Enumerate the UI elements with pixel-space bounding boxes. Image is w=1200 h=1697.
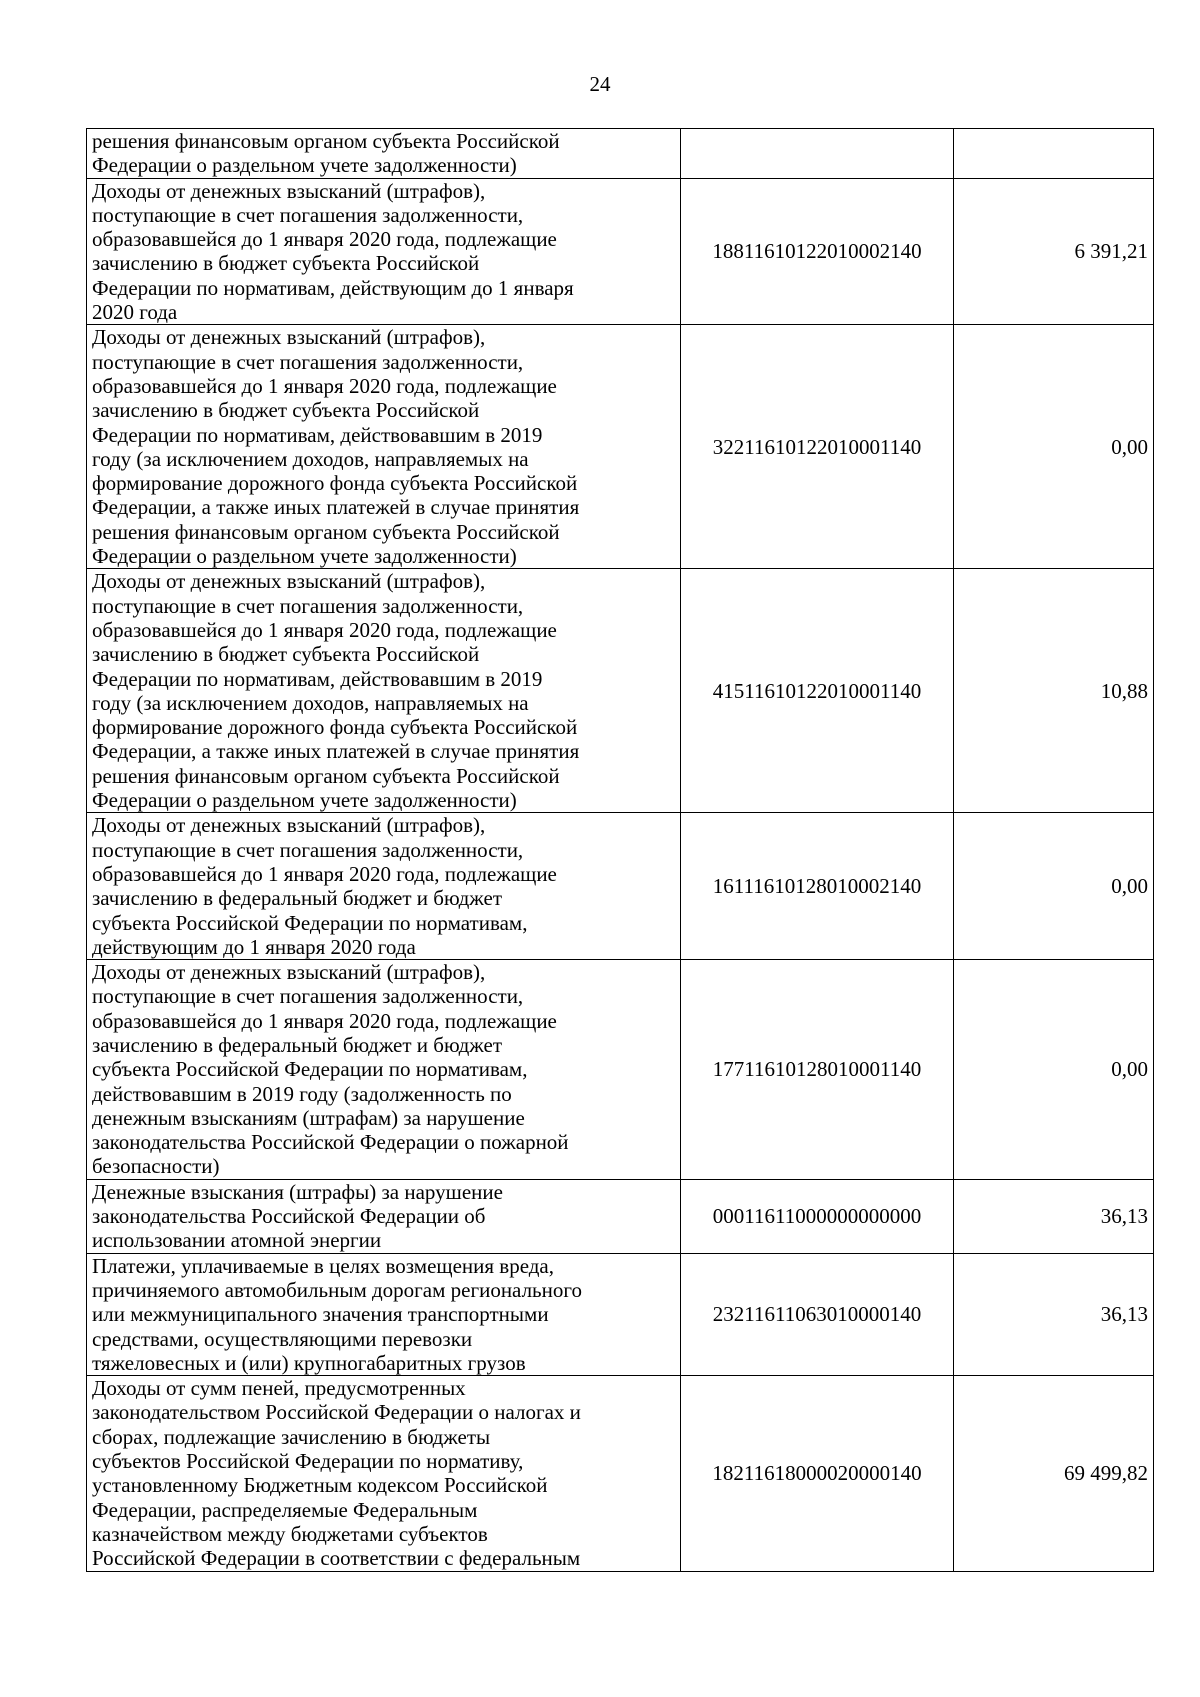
description-line: казначейством между бюджетами субъектов	[92, 1521, 488, 1546]
description-line: Федерации по нормативам, действующим до 1 января	[92, 275, 574, 300]
description-line: установленному Бюджетным кодексом Российской	[92, 1473, 548, 1498]
revenue-description	[87, 960, 681, 1180]
description-line: решения финансовым органом субъекта Российской	[92, 519, 560, 544]
amount: 10,88	[954, 569, 1154, 813]
table-row	[87, 569, 1154, 813]
description-line: Денежные взыскания (штрафы) за нарушение	[92, 1179, 503, 1204]
description-line: зачислению в федеральный бюджет и бюджет	[92, 1032, 503, 1057]
description-line: сборах, подлежащие зачислению в бюджеты	[92, 1424, 491, 1449]
page-number: 24	[589, 72, 611, 96]
revenue-description	[87, 325, 681, 569]
revenue-description	[87, 129, 681, 179]
description-line: Федерации по нормативам, действовавшим в 2019	[92, 666, 543, 691]
description-line: формирование дорожного фонда субъекта Российской	[92, 471, 578, 496]
revenue-description	[87, 1253, 681, 1375]
amount: 0,00	[954, 813, 1154, 960]
budget-classification-code: 16111610128010002140	[681, 813, 954, 960]
description-line: или межмуниципального значения транспортными	[92, 1302, 549, 1327]
description-line: поступающие в счет погашения задолженности,	[92, 984, 524, 1009]
budget-classification-code	[681, 129, 954, 179]
amount: 0,00	[954, 325, 1154, 569]
budget-classification-code: 17711610128010001140	[681, 960, 954, 1180]
description-line: законодательства Российской Федерации о пожарной	[92, 1130, 569, 1155]
amount: 0,00	[954, 960, 1154, 1180]
budget-classification-code: 18811610122010002140	[681, 178, 954, 325]
description-line: зачислению в бюджет субъекта Российской	[92, 642, 480, 667]
budget-classification-code: 32211610122010001140	[681, 325, 954, 569]
budget-classification-code: 23211611063010000140	[681, 1253, 954, 1375]
description-line: тяжеловесных и (или) крупногабаритных грузов	[92, 1350, 526, 1375]
description-line: зачислению в бюджет субъекта Российской	[92, 398, 480, 423]
description-line: году (за исключением доходов, направляемых на	[92, 446, 529, 471]
description-line: поступающие в счет погашения задолженности,	[92, 837, 524, 862]
description-line: Федерации о раздельном учете задолженности)	[92, 544, 517, 569]
description-line: образовавшейся до 1 января 2020 года, подлежащие	[92, 373, 557, 398]
description-line: 2020 года	[92, 300, 178, 325]
table-row	[87, 129, 1154, 179]
description-line: причиняемого автомобильным дорогам регионального	[92, 1277, 582, 1302]
description-line: субъектов Российской Федерации по нормативу,	[92, 1449, 524, 1474]
revenue-table	[86, 128, 1154, 1572]
revenue-description	[87, 1179, 681, 1253]
budget-classification-code: 00011611000000000000	[681, 1179, 954, 1253]
budget-classification-code: 18211618000020000140	[681, 1376, 954, 1571]
description-line: законодательством Российской Федерации о налогах и	[92, 1400, 581, 1425]
table-body	[87, 129, 1154, 1572]
description-line: Платежи, уплачиваемые в целях возмещения вреда,	[92, 1253, 554, 1278]
amount: 36,13	[954, 1253, 1154, 1375]
description-line: Доходы от денежных взысканий (штрафов),	[92, 960, 486, 985]
description-line: образовавшейся до 1 января 2020 года, подлежащие	[92, 861, 557, 886]
description-line: поступающие в счет погашения задолженности,	[92, 593, 524, 618]
description-line: решения финансовым органом субъекта Российской	[92, 763, 560, 788]
description-line: Доходы от денежных взысканий (штрафов),	[92, 813, 486, 838]
description-line: Федерации, а также иных платежей в случае принятия	[92, 495, 580, 520]
description-line: Федерации, распределяемые Федеральным	[92, 1497, 478, 1522]
description-line: Доходы от денежных взысканий (штрафов),	[92, 569, 486, 594]
description-line: субъекта Российской Федерации по нормативам,	[92, 910, 528, 935]
table-row	[87, 813, 1154, 960]
description-line: средствами, осуществляющими перевозки	[92, 1326, 473, 1351]
table-row	[87, 960, 1154, 1180]
description-line: субъекта Российской Федерации по нормативам,	[92, 1057, 528, 1082]
description-line: безопасности)	[92, 1154, 220, 1179]
description-line: поступающие в счет погашения задолженности,	[92, 349, 524, 374]
description-line: Федерации по нормативам, действовавшим в 2019	[92, 422, 543, 447]
amount: 6 391,21	[954, 178, 1154, 325]
table-row	[87, 1376, 1154, 1571]
description-line: образовавшейся до 1 января 2020 года, подлежащие	[92, 617, 557, 642]
description-line: Федерации, а также иных платежей в случае принятия	[92, 739, 580, 764]
revenue-description	[87, 1376, 681, 1571]
revenue-description	[87, 569, 681, 813]
description-line: году (за исключением доходов, направляемых на	[92, 690, 529, 715]
description-line: действующим до 1 января 2020 года	[92, 934, 416, 959]
amount: 36,13	[954, 1179, 1154, 1253]
description-line: денежным взысканиям (штрафам) за нарушение	[92, 1105, 525, 1130]
description-line: Доходы от денежных взысканий (штрафов),	[92, 325, 486, 350]
description-line: использовании атомной энергии	[92, 1228, 382, 1253]
description-line: решения финансовым органом субъекта Российской	[92, 129, 560, 153]
table-row	[87, 325, 1154, 569]
amount	[954, 129, 1154, 179]
description-line: законодательства Российской Федерации об	[92, 1204, 486, 1229]
description-line: зачислению в бюджет субъекта Российской	[92, 251, 480, 276]
description-line: Федерации о раздельном учете задолженности)	[92, 153, 517, 178]
description-line: зачислению в федеральный бюджет и бюджет	[92, 886, 503, 911]
table-row	[87, 1179, 1154, 1253]
description-line: образовавшейся до 1 января 2020 года, подлежащие	[92, 227, 557, 252]
description-line: поступающие в счет погашения задолженности,	[92, 202, 524, 227]
revenue-description	[87, 178, 681, 325]
amount: 69 499,82	[954, 1376, 1154, 1571]
description-line: образовавшейся до 1 января 2020 года, подлежащие	[92, 1008, 557, 1033]
description-line: Российской Федерации в соответствии с федеральным	[92, 1546, 581, 1571]
description-line: Доходы от сумм пеней, предусмотренных	[92, 1376, 466, 1401]
table-row	[87, 1253, 1154, 1375]
description-line: формирование дорожного фонда субъекта Российской	[92, 715, 578, 740]
description-line: действовавшим в 2019 году (задолженность по	[92, 1081, 512, 1106]
description-line: Федерации о раздельном учете задолженности)	[92, 788, 517, 813]
revenue-description	[87, 813, 681, 960]
budget-classification-code: 41511610122010001140	[681, 569, 954, 813]
description-line: Доходы от денежных взысканий (штрафов),	[92, 178, 486, 203]
table-row	[87, 178, 1154, 325]
